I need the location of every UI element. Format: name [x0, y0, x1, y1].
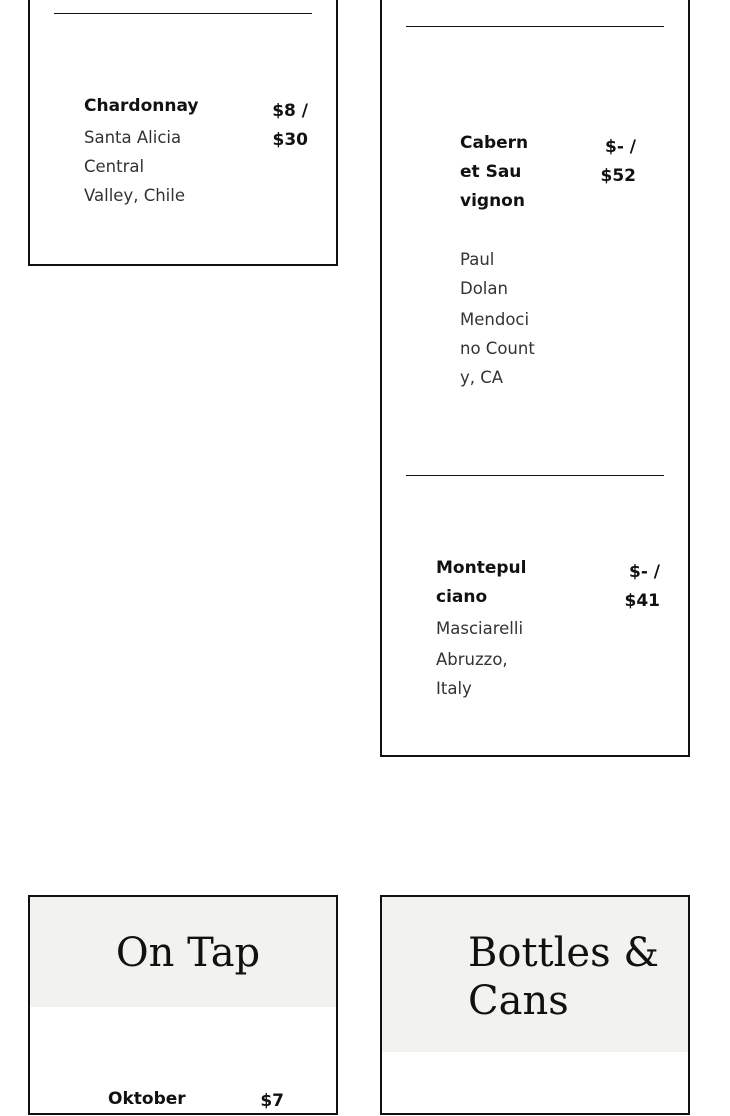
item-name: Chardonnay	[84, 96, 199, 116]
item-description	[84, 123, 204, 210]
item-description	[436, 614, 546, 703]
item-producer: Paul Dolan	[460, 250, 508, 298]
item-price	[230, 97, 308, 155]
divider	[406, 26, 664, 27]
item-name: Montepulciano	[436, 558, 527, 607]
price-glass: $- /	[604, 137, 636, 157]
wine-card-left	[28, 0, 338, 266]
section-header	[30, 897, 336, 1007]
item-price: $7	[260, 1091, 284, 1111]
wine-card-right	[380, 0, 690, 757]
price-bottle: $30	[272, 130, 308, 150]
item-producer: Santa Alicia	[84, 128, 182, 147]
item-producer: Masciarelli	[436, 619, 524, 638]
item-price	[582, 133, 636, 191]
section-header	[382, 897, 688, 1052]
price-glass: $- /	[628, 562, 660, 582]
item-region: Mendocino County, CA	[460, 310, 535, 387]
item-region-line: Italy	[436, 679, 472, 698]
item-region-line: Central	[84, 157, 145, 176]
section-title-line: Cans	[468, 978, 569, 1024]
item-price	[582, 558, 660, 616]
price-glass: $8 /	[272, 101, 308, 121]
on-tap-card	[28, 895, 338, 1115]
item-region-line: Valley, Chile	[84, 186, 185, 205]
section-title-line: Bottles &	[468, 930, 659, 976]
bottles-cans-card	[380, 895, 690, 1115]
section-title	[468, 929, 688, 1025]
section-title: On Tap	[115, 930, 261, 976]
price-bottle: $41	[624, 591, 660, 611]
item-name: Oktober	[108, 1089, 186, 1109]
price-bottle: $52	[600, 166, 636, 186]
item-region-line: Abruzzo,	[436, 650, 508, 669]
item-description	[460, 245, 536, 392]
item-name: Cabernet Sauvignon	[460, 133, 529, 211]
divider	[54, 13, 312, 14]
divider	[406, 475, 664, 476]
